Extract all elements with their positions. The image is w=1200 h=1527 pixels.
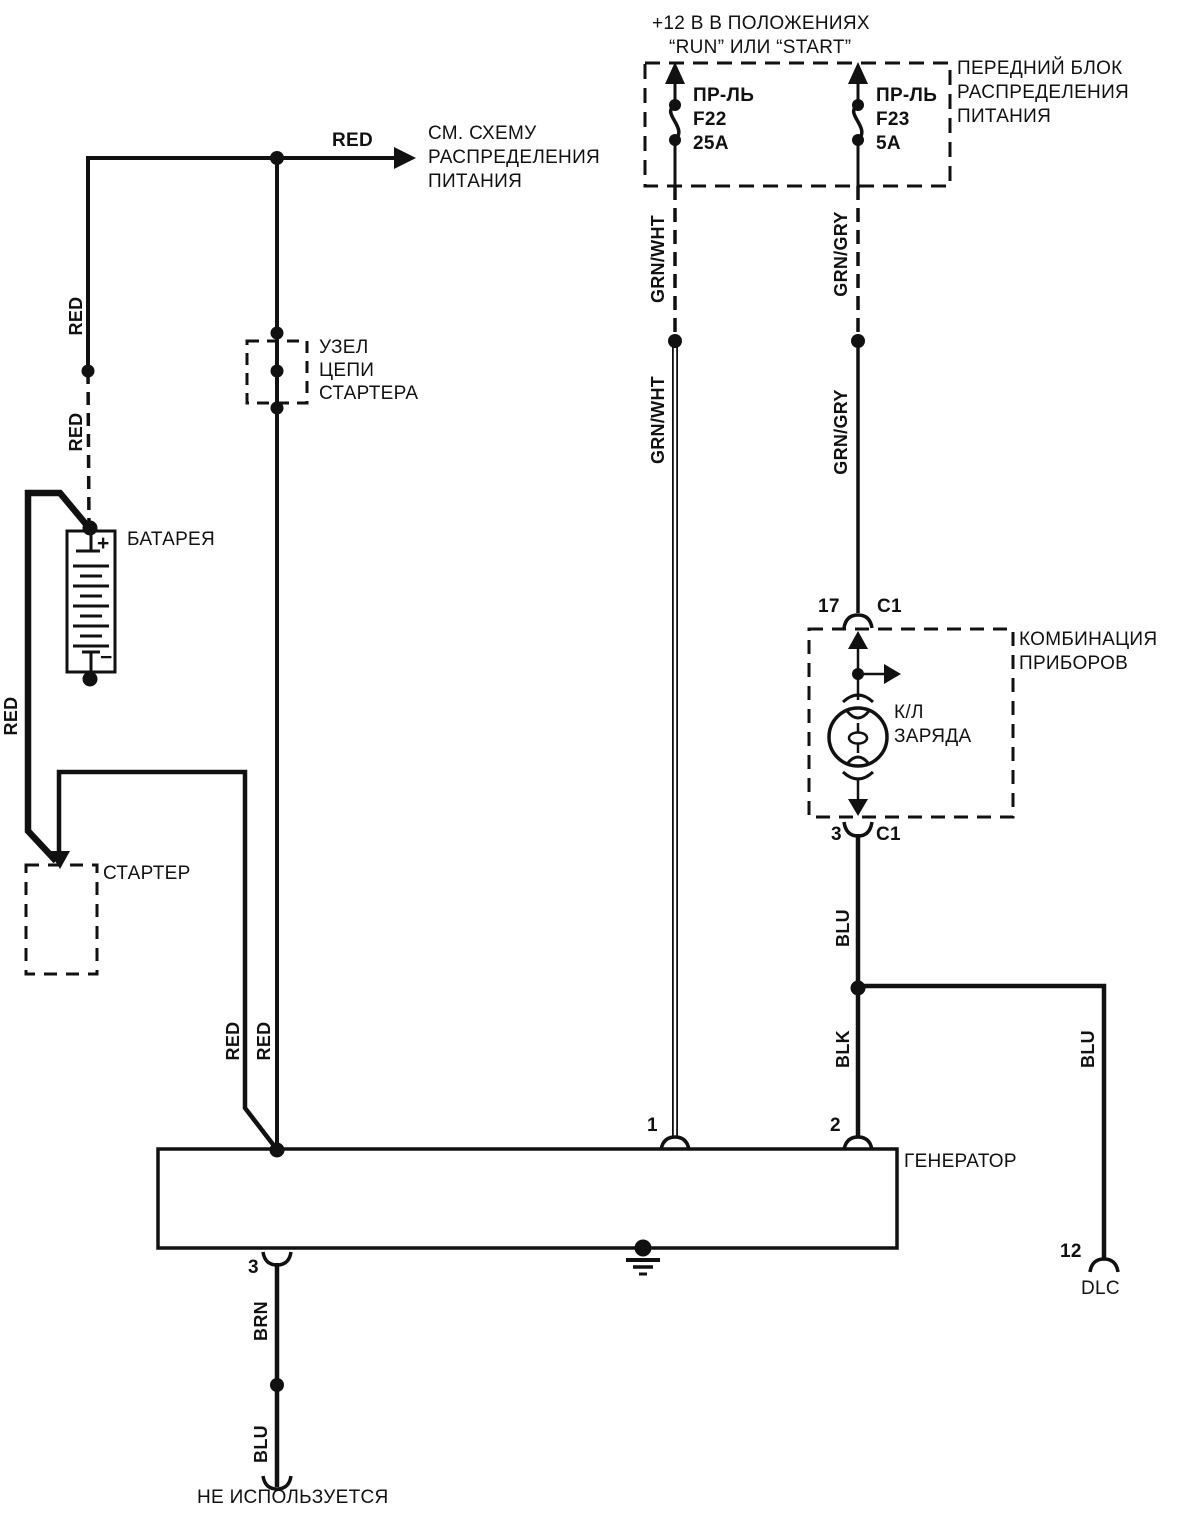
starter-node-label-line1: УЗЕЛ bbox=[319, 337, 369, 358]
wire-label-red-battery-cable: RED bbox=[1, 696, 21, 736]
wire-label-blu-dlc: BLU bbox=[1078, 1030, 1098, 1068]
cluster-label-line1: КОМБИНАЦИЯ bbox=[1019, 629, 1158, 650]
node-dot-middle bbox=[271, 365, 284, 378]
starter-label: СТАРТЕР bbox=[103, 863, 191, 884]
wire-label-red: RED bbox=[66, 412, 86, 452]
cluster-conn-top-pin: 17 bbox=[818, 596, 840, 617]
wire-label-grngry: GRN/GRY bbox=[831, 211, 851, 297]
node-dot-top bbox=[271, 327, 284, 340]
connector-arc-c1-pin17 bbox=[844, 615, 872, 628]
cluster-conn-bottom-pin: 3 bbox=[831, 824, 842, 845]
brn-blu-junction-dot bbox=[270, 1378, 284, 1392]
note-see-schema-line2: РАСПРЕДЕЛЕНИЯ bbox=[428, 147, 601, 168]
connector-arc-dlc-pin12 bbox=[1090, 1259, 1118, 1272]
front-power-box-label-line1: ПЕРЕДНИЙ БЛОК bbox=[957, 58, 1123, 79]
note-see-schema-line1: СМ. СХЕМУ bbox=[428, 123, 537, 144]
wire-label-blk: BLK bbox=[833, 1030, 853, 1068]
junction-dot bbox=[668, 334, 682, 348]
cluster-conn-bottom-name: C1 bbox=[876, 824, 901, 845]
generator-box bbox=[158, 1149, 897, 1248]
note-plus12-line2: “RUN” ИЛИ “START” bbox=[669, 37, 852, 58]
front-power-box-label-line2: РАСПРЕДЕЛЕНИЯ bbox=[957, 82, 1130, 103]
wire-label-blu-bottom: BLU bbox=[251, 1425, 271, 1463]
cluster-conn-top-name: C1 bbox=[877, 596, 902, 617]
wire-label-red: RED bbox=[254, 1021, 274, 1061]
connector-arc-c1-pin3 bbox=[844, 822, 872, 836]
wire-label-red: RED bbox=[223, 1021, 243, 1061]
ground-symbol bbox=[626, 1240, 660, 1275]
wire-label-grnwht: GRN/WHT bbox=[648, 375, 668, 465]
fuse-f22-dot-top bbox=[669, 99, 681, 111]
dlc-label: DLC bbox=[1081, 1278, 1120, 1299]
arrow-down-cluster-exit bbox=[848, 799, 868, 816]
front-power-box-label-line3: ПИТАНИЯ bbox=[957, 106, 1052, 127]
note-plus12-line1: +12 В В ПОЛОЖЕНИЯХ bbox=[652, 13, 870, 34]
fuse-f22-rating-label: 25A bbox=[693, 133, 729, 154]
cluster-label-line2: ПРИБОРОВ bbox=[1019, 653, 1129, 674]
wire-red-dashed-to-battery bbox=[88, 371, 89, 527]
wire-label-brn: BRN bbox=[251, 1301, 271, 1341]
generator-pin2-label: 2 bbox=[830, 1115, 841, 1136]
fuse-f23-rating-label: 5A bbox=[876, 133, 901, 154]
starter-box bbox=[26, 865, 97, 974]
charge-lamp-label-line2: ЗАРЯДА bbox=[894, 726, 972, 747]
junction-dot bbox=[82, 365, 95, 378]
battery-label: БАТАРЕЯ bbox=[127, 529, 216, 550]
junction-dot bbox=[270, 151, 284, 165]
charge-lamp-label-line1: К/Л bbox=[894, 702, 924, 723]
battery-negative-dot bbox=[83, 672, 98, 687]
wire-label-red: RED bbox=[66, 296, 86, 336]
generator-label: ГЕНЕРАТОР bbox=[904, 1151, 1017, 1172]
node-dot-bottom bbox=[271, 402, 284, 415]
generator-pin1-label: 1 bbox=[647, 1115, 658, 1136]
generator-pin3-label: 3 bbox=[248, 1257, 259, 1278]
wire-label-grnwht: GRN/WHT bbox=[648, 214, 668, 304]
arrow-right-to-power-schema bbox=[394, 147, 416, 169]
battery-plus-sign: + bbox=[97, 532, 110, 555]
wire-label-red-top: RED bbox=[332, 130, 374, 151]
battery-minus-sign: − bbox=[100, 646, 113, 669]
wire-label-blu: BLU bbox=[833, 909, 853, 947]
wire-label-grngry: GRN/GRY bbox=[831, 389, 851, 475]
charge-lamp-symbol bbox=[829, 695, 887, 779]
arrow-right-cluster-branch bbox=[884, 664, 901, 684]
wire-blu-branch-to-dlc bbox=[858, 986, 1104, 1259]
fuse-f23-type-label: ПР-ЛЬ bbox=[876, 85, 938, 106]
starter-node-label-line2: ЦЕПИ bbox=[319, 360, 375, 381]
dlc-pin-label: 12 bbox=[1060, 1241, 1082, 1262]
fuse-f23-dot-top bbox=[852, 99, 864, 111]
fuse-f22-type-label: ПР-ЛЬ bbox=[693, 85, 755, 106]
starter-node-label-line3: СТАРТЕРА bbox=[319, 383, 419, 404]
arrow-up-cluster-entry bbox=[848, 631, 868, 649]
fuse-f22-id-label: F22 bbox=[693, 109, 727, 130]
fuse-f23-id-label: F23 bbox=[876, 109, 910, 130]
note-see-schema-line3: ПИТАНИЯ bbox=[428, 171, 523, 192]
not-used-label: НЕ ИСПОЛЬЗУЕТСЯ bbox=[197, 1487, 389, 1508]
wire-red-starter-to-generator bbox=[59, 772, 275, 1147]
